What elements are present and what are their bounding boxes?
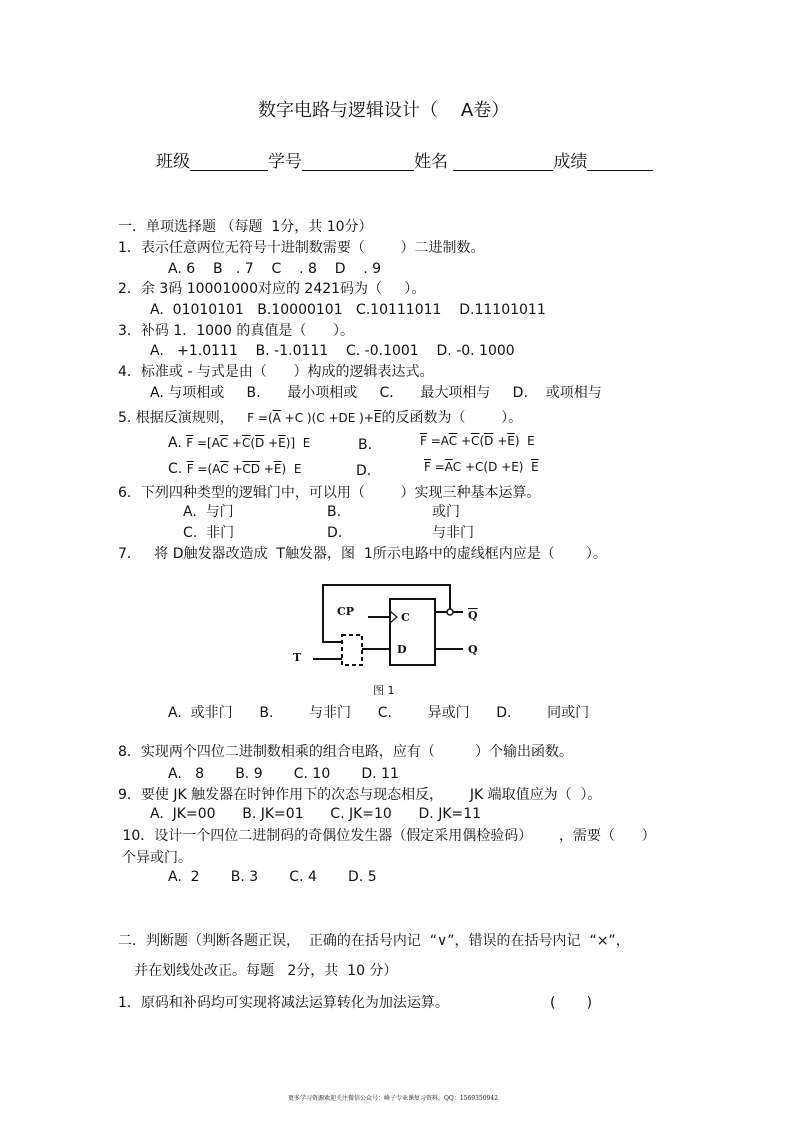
id-blank[interactable]	[302, 154, 414, 171]
q6-option-d: D.	[327, 525, 343, 541]
question-10-options: A. 2 B. 3 C. 4 D. 5	[168, 869, 377, 885]
q5-option-a: A. $\overline{F} =[A\overline{C} +\overline{C}(\overline{D} +\overline{E})]$ E	[168, 435, 311, 451]
figure-caption: 图 1	[373, 684, 395, 697]
cp-label: CP	[337, 605, 355, 618]
t-label: T	[293, 651, 302, 664]
q6-option-d-text: 与非门	[432, 525, 474, 541]
question-9-options: A. JK=00 B. JK=01 C. JK=10 D. JK=11	[150, 806, 482, 822]
question-10: 10．设计一个四位二进制码的奇偶位发生器（假定采用偶检验码） ，需要（ ）	[118, 828, 656, 844]
figure-1-circuit	[285, 575, 495, 675]
question-3: 3．补码 1．1000 的真值是（ ）。	[118, 323, 355, 339]
name-label: 姓名	[414, 152, 448, 172]
question-8-options: A. 8 B. 9 C. 10 D. 11	[168, 766, 399, 782]
name-blank[interactable]	[453, 154, 553, 171]
q5-option-c: C. $\overline{F} =(A\overline{C} +\overline{CD} +\overline{E})$ E	[168, 461, 302, 477]
q5-option-b-label: B.	[358, 437, 373, 453]
student-info-line	[156, 153, 653, 171]
question-9: 9．要使 JK 触发器在时钟作用下的次态与现态相反， JK 端取值应为（ ）。	[118, 787, 602, 803]
dashed-box	[342, 635, 362, 665]
question-1-options: A. 6 B . 7 C . 8 D . 9	[168, 261, 382, 277]
q5-formula: $F =(\overline{A} +C$ )(C +DE )$+\overline{E}$	[247, 411, 382, 425]
c-label: C	[401, 611, 410, 624]
question-2: 2．余 3码 10001000对应的 2421码为（ ）。	[118, 281, 426, 297]
question-2-options: A. 01010101 B.10000101 C.10111011 D.11101011	[150, 302, 546, 318]
question-7-options: A. 或非门 B. 与非门 C. 异或门 D. 同或门	[168, 705, 590, 721]
question-1: 1．表示任意两位无符号十进制数需要（ ）二进制数。	[118, 240, 485, 256]
score-blank[interactable]	[587, 154, 653, 171]
score-label: 成绩	[553, 152, 588, 172]
section1-heading: 一．单项选择题 （每题 1分，共 10分）	[118, 219, 373, 235]
class-label: 班级	[156, 152, 190, 172]
question-8: 8．实现两个四位二进制数相乘的组合电路，应有（ ）个输出函数。	[118, 744, 573, 760]
section2-heading: 二．判断题（判断各题正误， 正确的在括号内记 “∨”，错误的在括号内记 “×”，	[118, 933, 630, 949]
q-label: Q	[468, 643, 478, 656]
d-label: D	[397, 643, 407, 656]
label: C.	[168, 461, 183, 477]
question-4: 4．标准或 - 与式是由（ ）构成的逻辑表达式。	[118, 364, 434, 380]
class-blank[interactable]	[190, 154, 268, 171]
id-label: 学号	[268, 152, 302, 172]
q5-text-end: 的反函数为（ ）。	[381, 410, 523, 426]
question-5	[118, 409, 522, 427]
q6-option-b-text: 或门	[432, 504, 460, 520]
question-6: 6．下列四种类型的逻辑门中，可以用（ ）实现三种基本运算。	[118, 485, 541, 501]
judge-answer-parens[interactable]: ( )	[550, 995, 593, 1011]
label: A.	[168, 435, 182, 451]
question-4-options: A. 与项相或 B. 最小项相或 C. 最大项相与 D. 或项相与	[150, 385, 602, 401]
question-7: 7． 将 D触发器改造成 T触发器，图 1所示电路中的虚线框内应是（ ）。	[118, 546, 607, 562]
footer-note: 更多学习资源欢迎关注微信公众号：峰子专业课复习资料，QQ：1569350942	[288, 1095, 499, 1102]
judge-question-1: 1．原码和补码均可实现将减法运算转化为加法运算。	[118, 995, 449, 1011]
section2-heading-cont: 并在划线处改正。每题 2分，共 10 分）	[134, 963, 398, 979]
q6-option-a: A. 与门	[183, 504, 234, 520]
q5-option-d-label: D.	[356, 463, 372, 479]
q6-option-b: B.	[327, 504, 342, 520]
qbar-label: Q	[468, 609, 478, 622]
q6-option-c: C. 非门	[183, 525, 235, 541]
question-3-options: A. +1.0111 B. -1.0111 C. -0.1001 D. -0. 1000	[150, 343, 515, 359]
exam-title: 数字电路与逻辑设计（ A卷）	[258, 100, 510, 121]
q5-text: 5. 根据反演规则，	[118, 410, 234, 426]
q5-option-d: $\overline{F} =\overline{A}C +C(D +E)$ $\overline{E}$	[424, 460, 539, 474]
q5-option-b: $\overline{F} =A\overline{C} +\overline{C}(\overline{D} +\overline{E})$ E	[420, 434, 535, 448]
question-10-cont: 个异或门。	[122, 850, 192, 866]
